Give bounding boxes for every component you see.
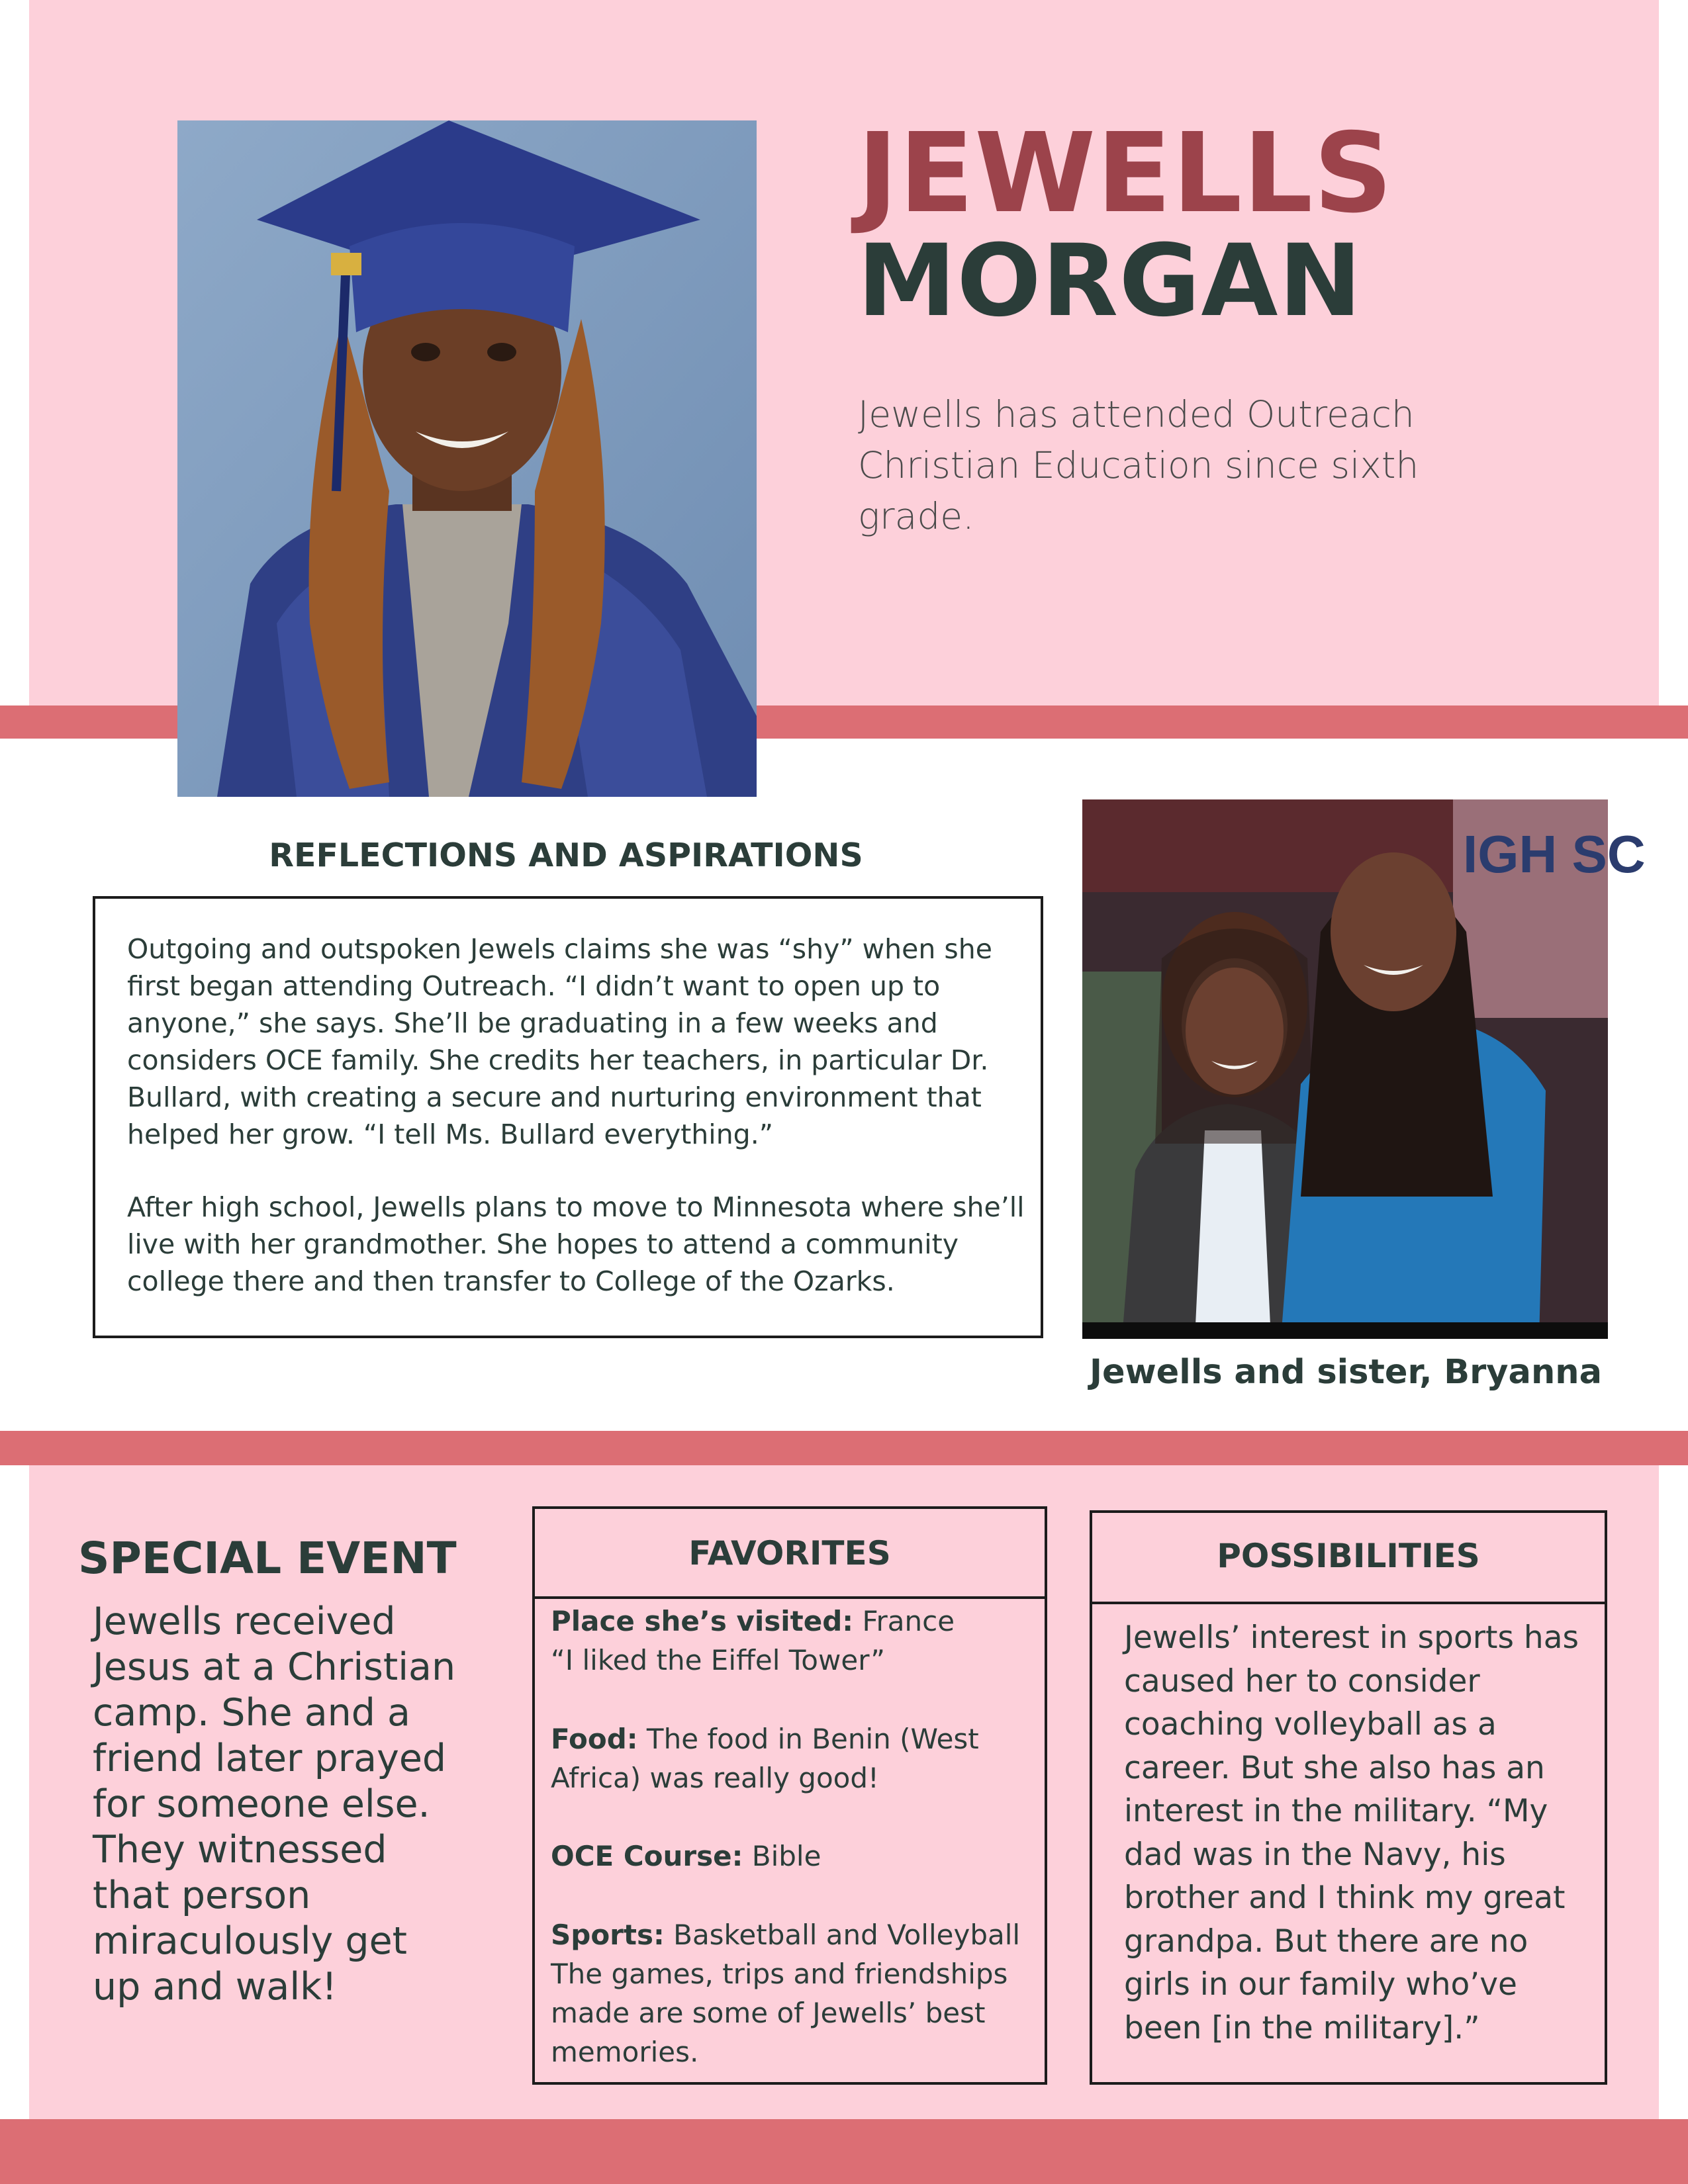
favorite-place-label: Place she’s visited: (551, 1605, 854, 1637)
favorite-sports-label: Sports: (551, 1919, 665, 1951)
special-event-text: Jewells received Jesus at a Christian camp. She and a friend later prayed for someone else. They witnessed that person miraculously get up and walk! (93, 1600, 456, 2009)
possibilities-divider (1092, 1602, 1605, 1604)
favorite-food (551, 1719, 1034, 1797)
favorite-course-label: OCE Course: (551, 1840, 743, 1872)
favorite-course-value: Bible (751, 1840, 821, 1872)
favorite-course (551, 1837, 1034, 1876)
favorite-place (551, 1602, 1034, 1680)
favorite-place-quote: “I liked the Eiffel Tower” (551, 1644, 885, 1676)
favorite-food-value: The food in Benin (West Africa) was really good! (551, 1723, 979, 1794)
aspirations-paragraph: After high school, Jewells plans to move to Minnesota where she’ll live with her grandmother. She hopes to attend a community college there and then transfer to College of the Ozarks. (127, 1191, 1025, 1297)
possibilities-text: Jewells’ interest in sports has caused her to consider coaching volleyball as a career. But she also has an interest in the military. “My dad was in the Navy, his brother and I think my great grandpa. But there are no girls in our family who’ve been [in the military].” (1124, 1619, 1579, 2046)
footer-bar (0, 2119, 1688, 2184)
favorite-food-label: Food: (551, 1723, 638, 1755)
reflections-heading: REFLECTIONS AND ASPIRATIONS (269, 837, 863, 874)
sisters-photo (1082, 799, 1646, 1339)
special-event-heading: SPECIAL EVENT (78, 1533, 457, 1584)
favorite-sports (551, 1915, 1034, 2071)
intro-text: Jewells has attended Outreach Christian Education since sixth grade. (858, 393, 1419, 537)
photo-caption: Jewells and sister, Bryanna (1090, 1353, 1602, 1392)
favorite-sports-note: The games, trips and friendships made are some of Jewells’ best memories. (551, 1958, 1008, 2068)
divider-bar-middle (0, 1431, 1688, 1465)
favorites-heading: FAVORITES (688, 1534, 891, 1572)
possibilities-heading: POSSIBILITIES (1217, 1537, 1480, 1575)
first-name-title: JEWELLS (857, 110, 1393, 238)
background-sign-text: IGH SC (1463, 825, 1646, 884)
favorites-divider (535, 1596, 1045, 1599)
last-name-title: MORGAN (857, 224, 1363, 339)
favorite-place-value: France (862, 1605, 955, 1637)
favorite-sports-value: Basketball and Volleyball (673, 1919, 1021, 1951)
graduation-portrait-photo (177, 120, 757, 797)
reflections-paragraph: Outgoing and outspoken Jewels claims she was “shy” when she first began attending Outreach. “I didn’t want to open up to anyone,” she says. She’ll be graduating in a few weeks and considers OCE family. She credits her teachers, in particular Dr. Bullard, with creating a secure and nurturing environment that helped her grow. “I tell Ms. Bullard everything.” (127, 933, 992, 1150)
